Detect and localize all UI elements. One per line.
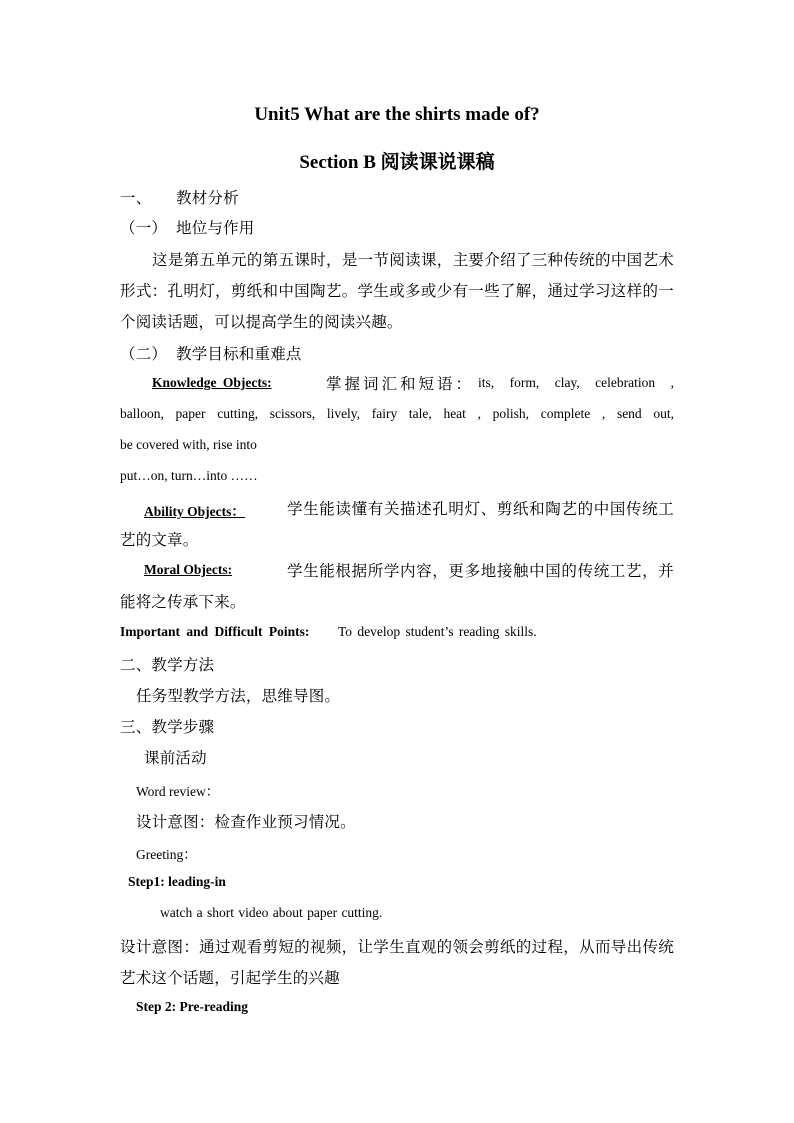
design-intent-1: 设计意图：检查作业预习情况。 xyxy=(136,814,356,831)
word-review: Word review： xyxy=(136,784,220,799)
document-subtitle: Section B 阅读课说课稿 xyxy=(299,152,495,173)
paragraph-line: 个阅读话题，可以提高学生的阅读兴趣。 xyxy=(120,314,403,331)
important-points-label: Important and Difficult Points: xyxy=(120,624,310,639)
step-1-heading: Step1: leading-in xyxy=(128,874,226,889)
greeting: Greeting： xyxy=(136,847,197,862)
important-points-text: To develop student’s reading skills. xyxy=(338,624,537,639)
step-2-heading: Step 2: Pre-reading xyxy=(136,999,248,1014)
section-3-heading: 三、教学步骤 xyxy=(120,719,215,736)
paragraph-line: 这是第五单元的第五课时，是一节阅读课，主要介绍了三种传统的中国艺术 xyxy=(152,252,674,269)
moral-objects-text: 学生能根据所学内容，更多地接触中国的传统工艺，并 xyxy=(287,563,674,580)
design-intent-2: 设计意图：通过观看剪短的视频，让学生直观的领会剪纸的过程，从而导出传统 xyxy=(120,939,674,956)
subsection-2-heading: 教学目标和重难点 xyxy=(176,346,302,363)
section-2-text: 任务型教学方法，思维导图。 xyxy=(136,688,341,705)
section-2-heading: 二、教学方法 xyxy=(120,657,215,674)
design-intent-2: 艺术这个话题，引起学生的兴趣 xyxy=(120,970,340,987)
subsection-1-heading: 地位与作用 xyxy=(176,220,255,237)
knowledge-vocab-line: be covered with, rise into xyxy=(120,437,257,452)
section-1-heading: 教材分析 xyxy=(176,190,239,207)
ability-objects-label: Ability Objects： xyxy=(144,504,245,519)
knowledge-objects-cn: 掌握词汇和短语： xyxy=(326,376,475,393)
document-title: Unit5 What are the shirts made of? xyxy=(254,104,540,125)
ability-objects-text: 学生能读懂有关描述孔明灯、剪纸和陶艺的中国传统工 xyxy=(287,501,674,518)
pre-class-activity: 课前活动 xyxy=(144,750,207,767)
ability-objects-text: 艺的文章。 xyxy=(120,532,199,549)
subsection-2-number: （二） xyxy=(120,346,168,363)
moral-objects-label: Moral Objects: xyxy=(144,562,233,577)
knowledge-vocab-line: its, form, clay, celebration , xyxy=(478,375,674,390)
section-1-number: 一、 xyxy=(120,190,152,207)
knowledge-objects-label: Knowledge Objects: xyxy=(152,375,272,390)
subsection-1-number: （一） xyxy=(120,220,168,237)
moral-objects-text: 能将之传承下来。 xyxy=(120,594,246,611)
knowledge-vocab-line: put…on, turn…into …… xyxy=(120,468,258,483)
paragraph-line: 形式：孔明灯，剪纸和中国陶艺。学生或多或少有一些了解，通过学习这样的一 xyxy=(120,283,674,300)
step-1-text: watch a short video about paper cutting. xyxy=(160,905,383,920)
knowledge-vocab-line: balloon, paper cutting, scissors, lively, fairy tale, heat , polish, complete , send out, xyxy=(120,406,674,421)
